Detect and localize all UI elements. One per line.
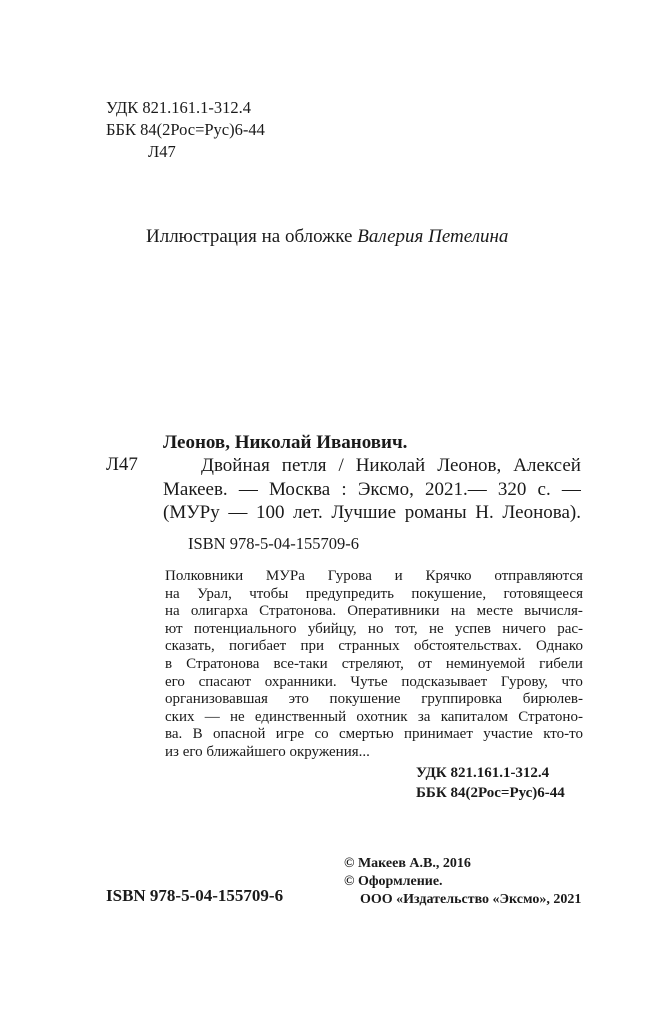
word: петля: [281, 455, 327, 476]
word: В: [192, 726, 203, 743]
bib-line: [163, 501, 581, 525]
annotation-line: [165, 586, 583, 604]
word: в: [165, 655, 173, 672]
word: при: [300, 638, 325, 655]
copyright-block: [344, 855, 581, 909]
word: что: [561, 673, 583, 690]
word: —: [561, 478, 581, 500]
word: группировка: [421, 691, 503, 708]
word: Леонов,: [437, 455, 502, 476]
word: олигарха: [190, 603, 248, 620]
author-mark: Л47: [148, 142, 176, 161]
word: Двойная: [201, 455, 270, 476]
word: Эксмо,: [357, 478, 414, 500]
word: кто-то: [543, 726, 583, 743]
word: но: [367, 620, 384, 637]
word: капиталом: [440, 708, 508, 725]
bib-line: [163, 478, 581, 502]
word: Алексей: [513, 455, 581, 476]
word: :: [341, 478, 347, 500]
udk-code-bottom: УДК 821.161.1-312.4: [416, 765, 550, 781]
word: Николай: [355, 455, 426, 476]
word: Москва: [269, 478, 331, 500]
word: романы: [404, 502, 467, 523]
word: МУРа: [265, 568, 305, 584]
word: Урал,: [197, 585, 232, 602]
bbk-code: ББК 84(2Рос=Рус)6-44: [106, 120, 265, 139]
word: охотник: [356, 708, 408, 725]
word: лет.: [293, 502, 323, 523]
annotation-line: [165, 603, 583, 621]
word: готовящееся: [503, 585, 583, 602]
word: Стратонова.: [259, 603, 337, 620]
word: Полковники: [165, 568, 244, 584]
word: Н.: [475, 502, 494, 523]
annotation-line: [165, 656, 583, 674]
word: подсказывает: [401, 673, 488, 690]
word: тот,: [394, 620, 418, 637]
udk-block-top: [106, 97, 265, 163]
word: и: [394, 568, 403, 584]
illustration-prefix: Иллюстрация на обложке: [146, 226, 358, 247]
word: —: [228, 502, 248, 523]
word: чтобы: [249, 585, 289, 602]
word: бирюлев-: [522, 691, 583, 708]
annotation-line: [165, 709, 583, 727]
word: потенциального: [193, 620, 297, 637]
word: участие: [483, 726, 533, 743]
annotation-line: [165, 674, 583, 692]
word: 100: [256, 502, 285, 523]
bbk-code-bottom: ББК 84(2Рос=Рус)6-44: [416, 785, 565, 801]
word: гибели: [539, 655, 583, 672]
word: Чутье: [350, 673, 388, 690]
udk-code: УДК 821.161.1-312.4: [106, 98, 252, 117]
copyright-publisher: ООО «Издательство «Эксмо», 2021: [360, 892, 582, 907]
word: вычисля-: [524, 603, 583, 620]
copyright-author: © Макеев А.В., 2016: [344, 856, 471, 871]
word: смертью: [338, 726, 394, 743]
illustration-artist: Валерия Петелина: [357, 226, 509, 247]
word: игре: [275, 726, 305, 743]
word: ничего: [502, 620, 546, 637]
illustration-credit: [146, 226, 508, 248]
word: Однако: [535, 638, 583, 655]
word: успев: [455, 620, 491, 637]
word: с.: [537, 478, 551, 500]
word: не: [428, 620, 444, 637]
word: покушение,: [411, 585, 487, 602]
word: /: [338, 455, 344, 476]
word: организовавшая: [165, 691, 268, 708]
word: странных: [338, 638, 400, 655]
word: спасают: [198, 673, 252, 690]
udk-block-bottom: [416, 763, 565, 803]
word: ских: [165, 708, 195, 725]
word: Леонова).: [502, 502, 581, 523]
word: Гурову,: [500, 673, 548, 690]
word: стреляют,: [341, 655, 404, 672]
annotation-line: [165, 726, 583, 744]
annotation-line: [165, 621, 583, 639]
word: Оперативники: [347, 603, 440, 620]
bib-line: [163, 454, 581, 478]
word: Стратоно-: [518, 708, 583, 725]
word: —: [204, 708, 220, 725]
annotation-line: из его ближайшего окружения...: [165, 743, 370, 760]
word: погибает: [229, 638, 287, 655]
word: его: [165, 673, 185, 690]
word: ют: [165, 620, 183, 637]
word: единственный: [254, 708, 347, 725]
annotation-line: [165, 568, 583, 586]
bib-author: Леонов, Николай Иванович.: [163, 432, 408, 453]
copyright-design: © Оформление.: [344, 874, 443, 889]
word: со: [314, 726, 329, 743]
word: это: [288, 691, 309, 708]
word: от: [417, 655, 432, 672]
word: принимает: [404, 726, 473, 743]
bib-side-code: Л47: [106, 454, 138, 475]
word: —: [238, 478, 258, 500]
word: за: [417, 708, 431, 725]
word: 2021.—: [424, 478, 487, 500]
word: Гурова: [327, 568, 372, 584]
bib-isbn: ISBN 978-5-04-155709-6: [188, 534, 359, 553]
word: на: [165, 585, 180, 602]
word: Стратонова: [186, 655, 260, 672]
word: сказать,: [165, 638, 215, 655]
bib-description: [163, 454, 581, 525]
word: 320: [497, 478, 527, 500]
word: все-таки: [273, 655, 328, 672]
word: Крячко: [425, 568, 472, 584]
word: (МУРу: [163, 502, 220, 523]
word: неминуемой: [445, 655, 526, 672]
word: на: [450, 603, 466, 620]
word: Лучшие: [331, 502, 397, 523]
annotation-line: [165, 638, 583, 656]
word: не: [229, 708, 245, 725]
word: Макеев.: [163, 478, 228, 500]
word: охранники.: [264, 673, 337, 690]
word: месте: [476, 603, 513, 620]
word: опасной: [213, 726, 266, 743]
word: рас-: [557, 620, 583, 637]
word: убийцу,: [307, 620, 357, 637]
isbn-bottom: ISBN 978-5-04-155709-6: [106, 886, 284, 905]
word: обстоятельствах.: [413, 638, 522, 655]
annotation-line: [165, 691, 583, 709]
word: покушение: [329, 691, 401, 708]
word: ва.: [165, 726, 183, 743]
word: на: [165, 603, 180, 620]
word: предупредить: [305, 585, 394, 602]
word: отправляются: [494, 568, 583, 584]
annotation: [165, 568, 583, 762]
